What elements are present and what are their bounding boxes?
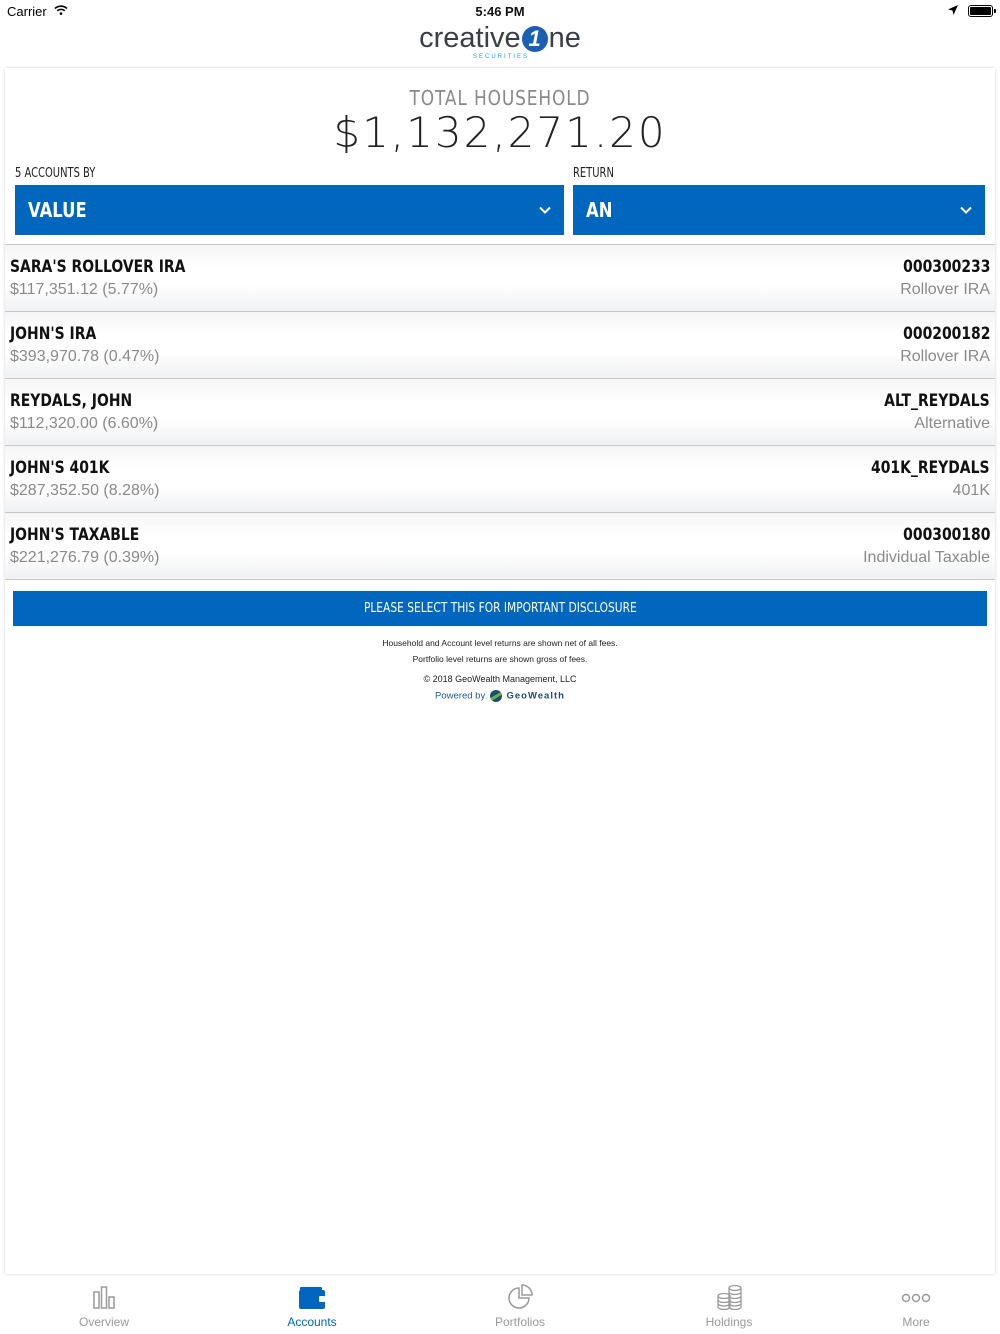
account-type: Rollover IRA bbox=[900, 348, 990, 365]
tab-overview[interactable] bbox=[44, 1281, 164, 1334]
location-arrow-icon bbox=[948, 5, 958, 15]
account-type: Alternative bbox=[914, 415, 990, 432]
account-number: 000300233 bbox=[902, 257, 990, 277]
return-value: AN bbox=[586, 198, 613, 222]
tab-bar bbox=[0, 1281, 1000, 1334]
tab-label: Accounts bbox=[287, 1315, 337, 1329]
fees-note-line-2: Portfolio level returns are shown gross of fees. bbox=[412, 654, 588, 664]
tab-accounts[interactable] bbox=[252, 1281, 372, 1334]
logo-text-after: ne bbox=[548, 22, 581, 54]
chevron-down-icon bbox=[959, 203, 973, 217]
status-time: 5:46 PM bbox=[475, 4, 525, 19]
tab-label: Holdings bbox=[705, 1315, 753, 1329]
creativeone-logo bbox=[0, 22, 1000, 60]
disclosure-button[interactable] bbox=[13, 591, 987, 626]
pie-chart-icon bbox=[505, 1284, 535, 1310]
logo-mark: 1 bbox=[522, 26, 548, 52]
account-row[interactable] bbox=[5, 513, 995, 580]
status-bar bbox=[0, 0, 1000, 24]
account-type: 401K bbox=[952, 482, 990, 499]
tab-label: Portfolios bbox=[494, 1315, 546, 1329]
tab-more[interactable] bbox=[856, 1281, 976, 1334]
account-number: 401K_REYDALS bbox=[871, 458, 990, 478]
tab-holdings[interactable] bbox=[669, 1281, 789, 1334]
powered-by-label: Powered by bbox=[435, 690, 486, 702]
bar-chart-icon bbox=[89, 1284, 119, 1310]
account-type: Rollover IRA bbox=[900, 281, 990, 298]
account-value: $221,276.79 (0.39%) bbox=[10, 549, 160, 566]
return-label: RETURN bbox=[573, 166, 614, 181]
account-row[interactable] bbox=[5, 312, 995, 379]
total-household-label: TOTAL HOUSEHOLD bbox=[409, 86, 591, 110]
accounts-list bbox=[5, 244, 995, 580]
total-household-value: $1,132,271.20 bbox=[333, 108, 667, 157]
account-value: $287,352.50 (8.28%) bbox=[10, 482, 160, 499]
account-row[interactable] bbox=[5, 245, 995, 312]
logo-subtitle: SECURITIES bbox=[473, 54, 530, 60]
powered-by bbox=[5, 690, 995, 702]
fees-note-line-1: Household and Account level returns are shown net of all fees. bbox=[382, 638, 618, 648]
copyright-text: © 2018 GeoWealth Management, LLC bbox=[423, 674, 577, 684]
accounts-card bbox=[5, 68, 995, 1274]
tab-label: Overview bbox=[78, 1315, 129, 1329]
account-name: JOHN'S TAXABLE bbox=[10, 525, 140, 545]
coins-icon bbox=[714, 1284, 744, 1310]
battery-icon bbox=[968, 5, 993, 17]
account-row[interactable] bbox=[5, 446, 995, 513]
geowealth-logo-icon bbox=[490, 690, 502, 702]
account-number: ALT_REYDALS bbox=[884, 391, 990, 411]
accounts-by-value: VALUE bbox=[28, 198, 87, 222]
return-select[interactable] bbox=[573, 185, 985, 235]
accounts-by-label: 5 ACCOUNTS BY bbox=[15, 166, 96, 181]
carrier-label: Carrier bbox=[7, 4, 47, 19]
account-value: $117,351.12 (5.77%) bbox=[10, 281, 159, 298]
tab-portfolios[interactable] bbox=[460, 1281, 580, 1334]
more-icon bbox=[901, 1284, 931, 1310]
account-row[interactable] bbox=[5, 379, 995, 446]
account-name: JOHN'S 401K bbox=[10, 458, 110, 478]
account-name: JOHN'S IRA bbox=[10, 324, 97, 344]
geowealth-brand: GeoWealth bbox=[506, 690, 565, 702]
accounts-by-select[interactable] bbox=[15, 185, 564, 235]
account-value: $112,320.00 (6.60%) bbox=[10, 415, 159, 432]
account-number: 000200182 bbox=[902, 324, 990, 344]
chevron-down-icon bbox=[538, 203, 552, 217]
disclosure-button-label: PLEASE SELECT THIS FOR IMPORTANT DISCLOSURE bbox=[363, 601, 637, 616]
account-type: Individual Taxable bbox=[863, 549, 990, 566]
account-value: $393,970.78 (0.47%) bbox=[10, 348, 160, 365]
fees-note bbox=[5, 635, 995, 667]
logo-text-before: creative bbox=[419, 22, 521, 54]
tab-label: More bbox=[902, 1315, 930, 1329]
account-name: SARA'S ROLLOVER IRA bbox=[10, 257, 186, 277]
wallet-icon bbox=[297, 1284, 327, 1310]
account-number: 000300180 bbox=[902, 525, 990, 545]
account-name: REYDALS, JOHN bbox=[10, 391, 133, 411]
